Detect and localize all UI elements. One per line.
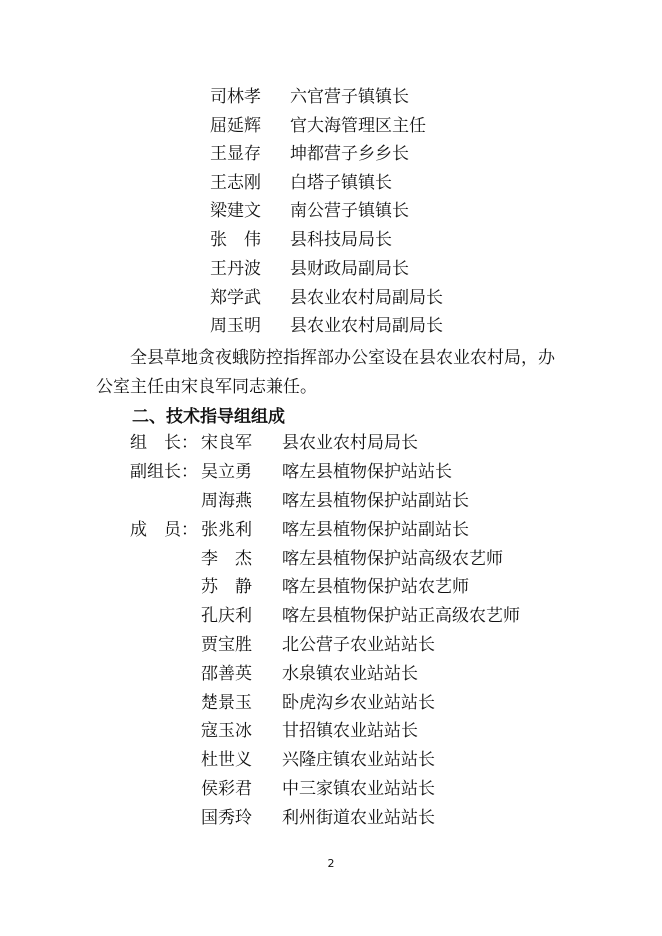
member-name: 王丹波 [210,259,261,279]
member-role: 副组长： [130,462,198,482]
page-number: 2 [327,857,335,870]
member-name: 寇玉冰 [201,721,252,741]
member-title: 县农业农村局局长 [282,433,418,453]
member-name: 周玉明 [210,316,261,336]
member-name: 侯彩君 [201,779,252,799]
member-name: 王志刚 [210,173,261,193]
member-title: 县农业农村局副局长 [290,316,443,336]
member-name: 屈延辉 [210,116,261,136]
member-name: 张兆利 [201,520,252,540]
member-title: 喀左县植物保护站副站长 [282,520,469,540]
member-title: 中三家镇农业站站长 [282,779,435,799]
member-title: 南公营子镇镇长 [290,201,409,221]
member-name: 邵善英 [201,664,252,684]
member-name: 梁建文 [210,201,261,221]
member-name: 杜世义 [201,750,252,770]
member-title: 白塔子镇镇长 [290,173,392,193]
member-title: 水泉镇农业站站长 [282,664,418,684]
member-name: 宋良军 [201,433,252,453]
member-title: 喀左县植物保护站高级农艺师 [282,549,503,569]
member-title: 甘招镇农业站站长 [282,721,418,741]
member-name: 国秀玲 [201,808,252,828]
member-title: 六官营子镇镇长 [290,87,409,107]
member-title: 喀左县植物保护站站长 [282,462,452,482]
member-title: 兴隆庄镇农业站站长 [282,750,435,770]
member-name: 贾宝胜 [201,635,252,655]
member-title: 县科技局局长 [290,230,392,250]
member-name: 张 伟 [210,230,261,250]
paragraph-line: 公室主任由宋良军同志兼任。 [96,377,317,397]
section-heading: 二、技术指导组组成 [132,407,285,427]
member-name: 王显存 [210,144,261,164]
member-name: 楚景玉 [201,693,252,713]
member-title: 县农业农村局副局长 [290,288,443,308]
member-name: 李 杰 [201,549,252,569]
member-title: 利州街道农业站站长 [282,808,435,828]
member-title: 坤都营子乡乡长 [290,144,409,164]
member-name: 吴立勇 [201,462,252,482]
member-name: 苏 静 [201,577,252,597]
member-title: 喀左县植物保护站正高级农艺师 [282,606,520,626]
member-title: 官大海管理区主任 [290,116,426,136]
member-title: 北公营子农业站站长 [282,635,435,655]
member-title: 卧虎沟乡农业站站长 [282,693,435,713]
member-title: 喀左县植物保护站副站长 [282,491,469,511]
paragraph-line: 全县草地贪夜蛾防控指挥部办公室设在县农业农村局，办 [130,348,555,368]
member-name: 郑学武 [210,288,261,308]
member-name: 周海燕 [201,491,252,511]
member-title: 喀左县植物保护站农艺师 [282,577,469,597]
member-name: 司林孝 [210,87,261,107]
office-paragraph [96,344,586,402]
member-role: 成 员： [130,520,198,540]
member-name: 孔庆利 [201,606,252,626]
member-title: 县财政局副局长 [290,259,409,279]
member-role: 组 长： [130,433,198,453]
